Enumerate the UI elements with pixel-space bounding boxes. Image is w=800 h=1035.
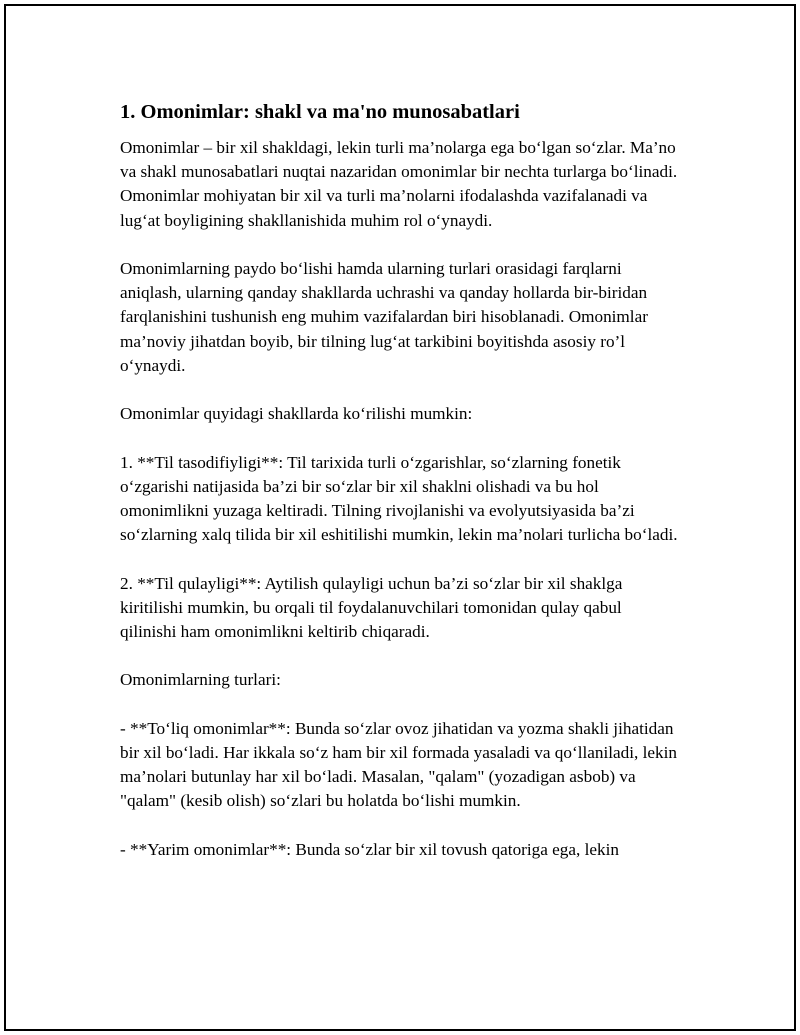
- list-item-yarim-omonimlar: - **Yarim omonimlar**: Bunda so‘zlar bir xil tovush qatoriga ega, lekin: [120, 839, 619, 859]
- list-item-til-qulayligi: 2. **Til qulayligi**: Aytilish qulayligi uchun ba’zi so‘zlar bir xil shaklga kiritilishi mumkin, bu orqali til foydalanuvchilari tomonidan qulay qabul qilinishi ham omonimlikni keltirib chiqaradi.: [120, 573, 623, 641]
- paragraph-definition: Omonimlar – bir xil shakldagi, lekin turli ma’nolarga ega bo‘lgan so‘zlar. Ma’no va shakl munosabatlari nuqtai nazaridan omonimlar bir nechta turlarga bo‘linadi. Omonimlar mohiyatan bir xil va turli ma’nolarni ifodalashda vazifalanadi va lug‘at boyligining shakllanishida muhim rol o‘ynaydi.: [120, 138, 678, 230]
- paragraph-types-intro: Omonimlarning turlari:: [120, 670, 281, 690]
- paragraph-origin: Omonimlarning paydo bo‘lishi hamda ularning turlari orasidagi farqlarni aniqlash, ularning qanday shakllarda uchrashi va qanday hollarda bir-biridan farqlanishini tushunish eng muhim vazifalardan biri hisoblanadi. Omonimlar ma’noviy jihatdan boyib, bir tilning lug‘at tarkibini boyitishda asosiy ro’l o‘ynaydi.: [120, 259, 648, 375]
- list-item-til-tasodifiyligi: 1. **Til tasodifiyligi**: Til tarixida turli o‘zgarishlar, so‘zlarning fonetik o‘zgarishi natijasida ba’zi bir so‘zlar bir xil shaklni olishadi va bu hol omonimlikni yuzaga keltiradi. Tilning rivojlanishi va evolyutsiyasida ba’zi so‘zlarning xalq tilida bir xil eshitilishi mumkin, lekin ma’nolari turlicha bo‘ladi.: [120, 452, 678, 545]
- document-body: [120, 98, 680, 886]
- document-title: 1. Omonimlar: shakl va ma'no munosabatlari: [120, 101, 520, 123]
- list-item-toliq-omonimlar: - **To‘liq omonimlar**: Bunda so‘zlar ovoz jihatidan va yozma shakli jihatidan bir xil bo‘ladi. Har ikkala so‘z ham bir xil formada yasaladi va qo‘llaniladi, lekin ma’nolari butunlay har xil bo‘ladi. Masalan, "qalam" (yozadigan asbob) va "qalam" (kesib olish) so‘zlari bu holatda bo‘lishi mumkin.: [120, 718, 677, 811]
- page-frame: [4, 4, 796, 1031]
- paragraph-forms-intro: Omonimlar quyidagi shakllarda ko‘rilishi mumkin:: [120, 404, 473, 424]
